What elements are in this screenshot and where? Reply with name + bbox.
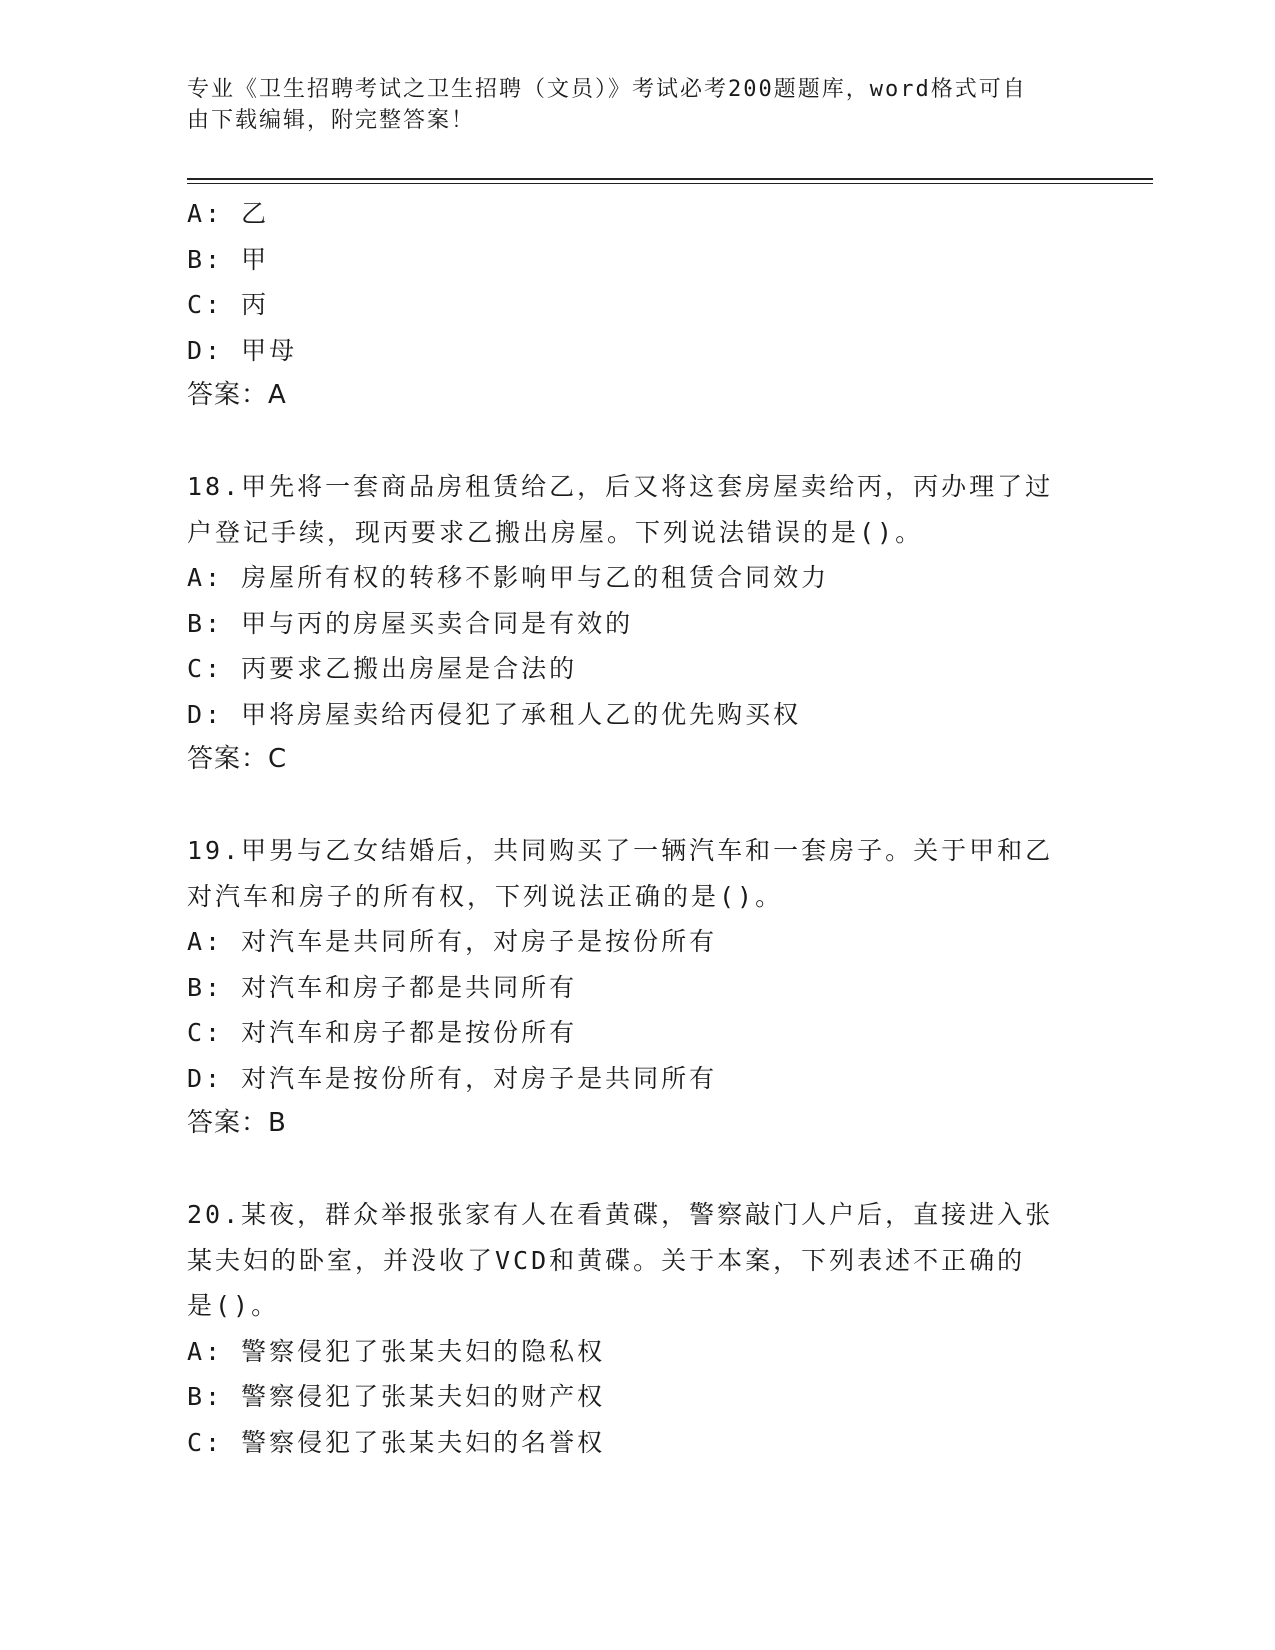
- header-divider-thin: [187, 183, 1153, 184]
- option-c: C: 丙: [187, 290, 270, 319]
- option-a: A: 房屋所有权的转移不影响甲与乙的租赁合同效力: [187, 563, 830, 592]
- spacer: [187, 783, 1087, 829]
- option-c: C: 对汽车和房子都是按份所有: [187, 1018, 578, 1047]
- option-c: C: 丙要求乙搬出房屋是合法的: [187, 654, 578, 683]
- question-stem-line: 20.某夜，群众举报张家有人在看黄碟，警察敲门人户后，直接进入张: [187, 1200, 1054, 1229]
- header-line-2: 由下载编辑，附完整答案！: [187, 108, 476, 133]
- question-stem-line: 某夫妇的卧室，并没收了VCD和黄碟。关于本案，下列表述不正确的: [187, 1245, 1026, 1275]
- header-divider-thick: [187, 178, 1153, 180]
- option-d: D: 甲将房屋卖给丙侵犯了承租人乙的优先购买权: [187, 699, 802, 729]
- spacer: [187, 1147, 1087, 1193]
- question-stem-line: 户登记手续，现丙要求乙搬出房屋。下列说法错误的是()。: [187, 517, 924, 547]
- question-stem-line: 18.甲先将一套商品房租赁给乙，后又将这套房屋卖给丙，丙办理了过: [187, 472, 1054, 501]
- question-content: [187, 191, 1087, 1465]
- answer-line: 答案：C: [187, 744, 288, 774]
- question-17-block: [187, 191, 1087, 419]
- option-d: D: 对汽车是按份所有，对房子是共同所有: [187, 1063, 718, 1093]
- answer-line: 答案：A: [187, 380, 287, 410]
- option-a: A: 乙: [187, 199, 270, 228]
- option-b: B: 对汽车和房子都是共同所有: [187, 972, 578, 1002]
- spacer: [187, 419, 1087, 465]
- question-19-block: [187, 828, 1087, 1147]
- question-stem-line: 19.甲男与乙女结婚后，共同购买了一辆汽车和一套房子。关于甲和乙: [187, 836, 1054, 865]
- option-d: D: 甲母: [187, 335, 298, 365]
- answer-line: 答案：B: [187, 1108, 287, 1138]
- option-c: C: 警察侵犯了张某夫妇的名誉权: [187, 1427, 606, 1457]
- option-b: B: 甲: [187, 244, 270, 274]
- option-b: B: 警察侵犯了张某夫妇的财产权: [187, 1382, 606, 1411]
- option-a: A: 对汽车是共同所有，对房子是按份所有: [187, 927, 718, 956]
- option-b: B: 甲与丙的房屋买卖合同是有效的: [187, 608, 634, 638]
- option-a: A: 警察侵犯了张某夫妇的隐私权: [187, 1336, 606, 1366]
- header-line-1: 专业《卫生招聘考试之卫生招聘（文员）》考试必考200题题库，word格式可自: [187, 77, 1027, 102]
- question-20-block: [187, 1192, 1087, 1465]
- document-header: [187, 74, 1067, 136]
- question-stem-line: 是()。: [187, 1291, 280, 1320]
- question-stem-line: 对汽车和房子的所有权，下列说法正确的是()。: [187, 881, 784, 911]
- question-18-block: [187, 464, 1087, 783]
